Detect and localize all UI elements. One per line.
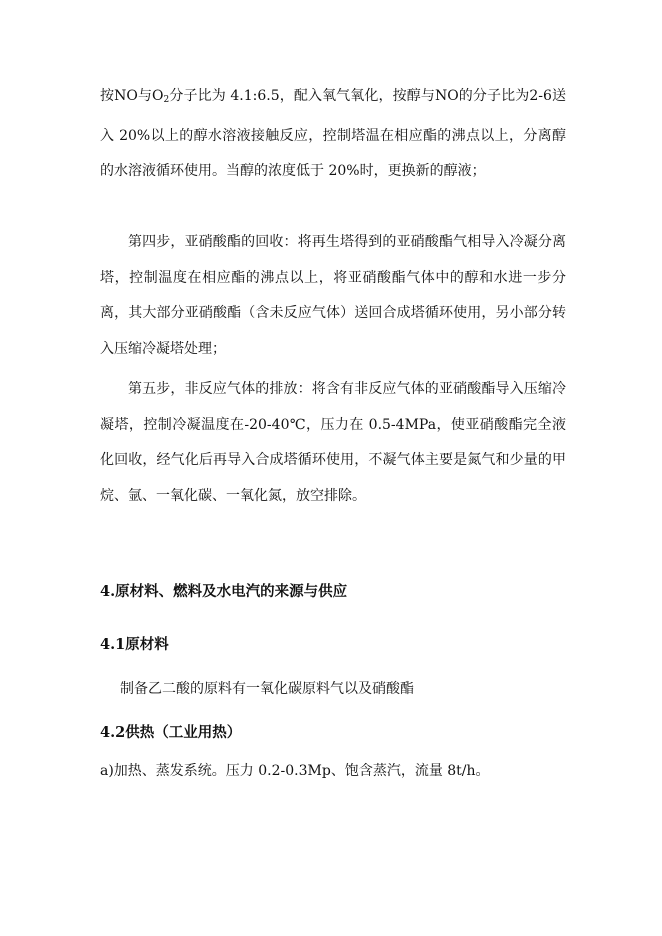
paragraph-step-5: 第五步，非反应气体的排放：将含有非反应气体的亚硝酸酯导入压缩冷凝塔，控制冷凝温度在-20-40℃，压力在 0.5-4MPa，使亚硝酸酯完全液化回收，经气化后再导入合成塔循环使用，不凝气体主要是氮气和少量的甲烷、氩、一氧化碳、一氧化氮，放空排除。 [100,381,566,504]
paragraph-process-step-3 [100,79,566,190]
paragraph-1-text-b: 分子比为 4.1:6.5，配入氧气氧化，按醇与NO的分子比为2-6送入 20%以上的醇水溶液接触反应，控制塔温在相应酯的沸点以上，分离醇的水溶液循环使用。当醇的浓度低于 20%时，更换新的醇液； [100,88,566,179]
section-heading-4: 4.原材料、燃料及水电汽的来源与供应 [100,583,348,600]
section-heading-4-2: 4.2供热（工业用热） [100,724,242,741]
subscript-2: 2 [163,95,170,105]
raw-materials-text: 制备乙二酸的原料有一氧化碳原料气以及硝酸酯 [120,681,414,697]
heating-supply-text: a)加热、蒸发系统。压力 0.2-0.3Mp、饱含蒸汽，流量 8t/h。 [100,763,490,779]
paragraph-step-4: 第四步，亚硝酸酯的回收：将再生塔得到的亚硝酸酯气相导入冷凝分离塔，控制温度在相应酯的沸点以上，将亚硝酸酯气体中的醇和水进一步分离，其大部分亚硝酸酯（含未反应气体）送回合成塔循环使用，另小部分转入压缩冷凝塔处理； [100,234,566,357]
section-heading-4-1: 4.1原材料 [100,636,169,653]
paragraph-1-text-a: 按NO与O [100,88,164,104]
